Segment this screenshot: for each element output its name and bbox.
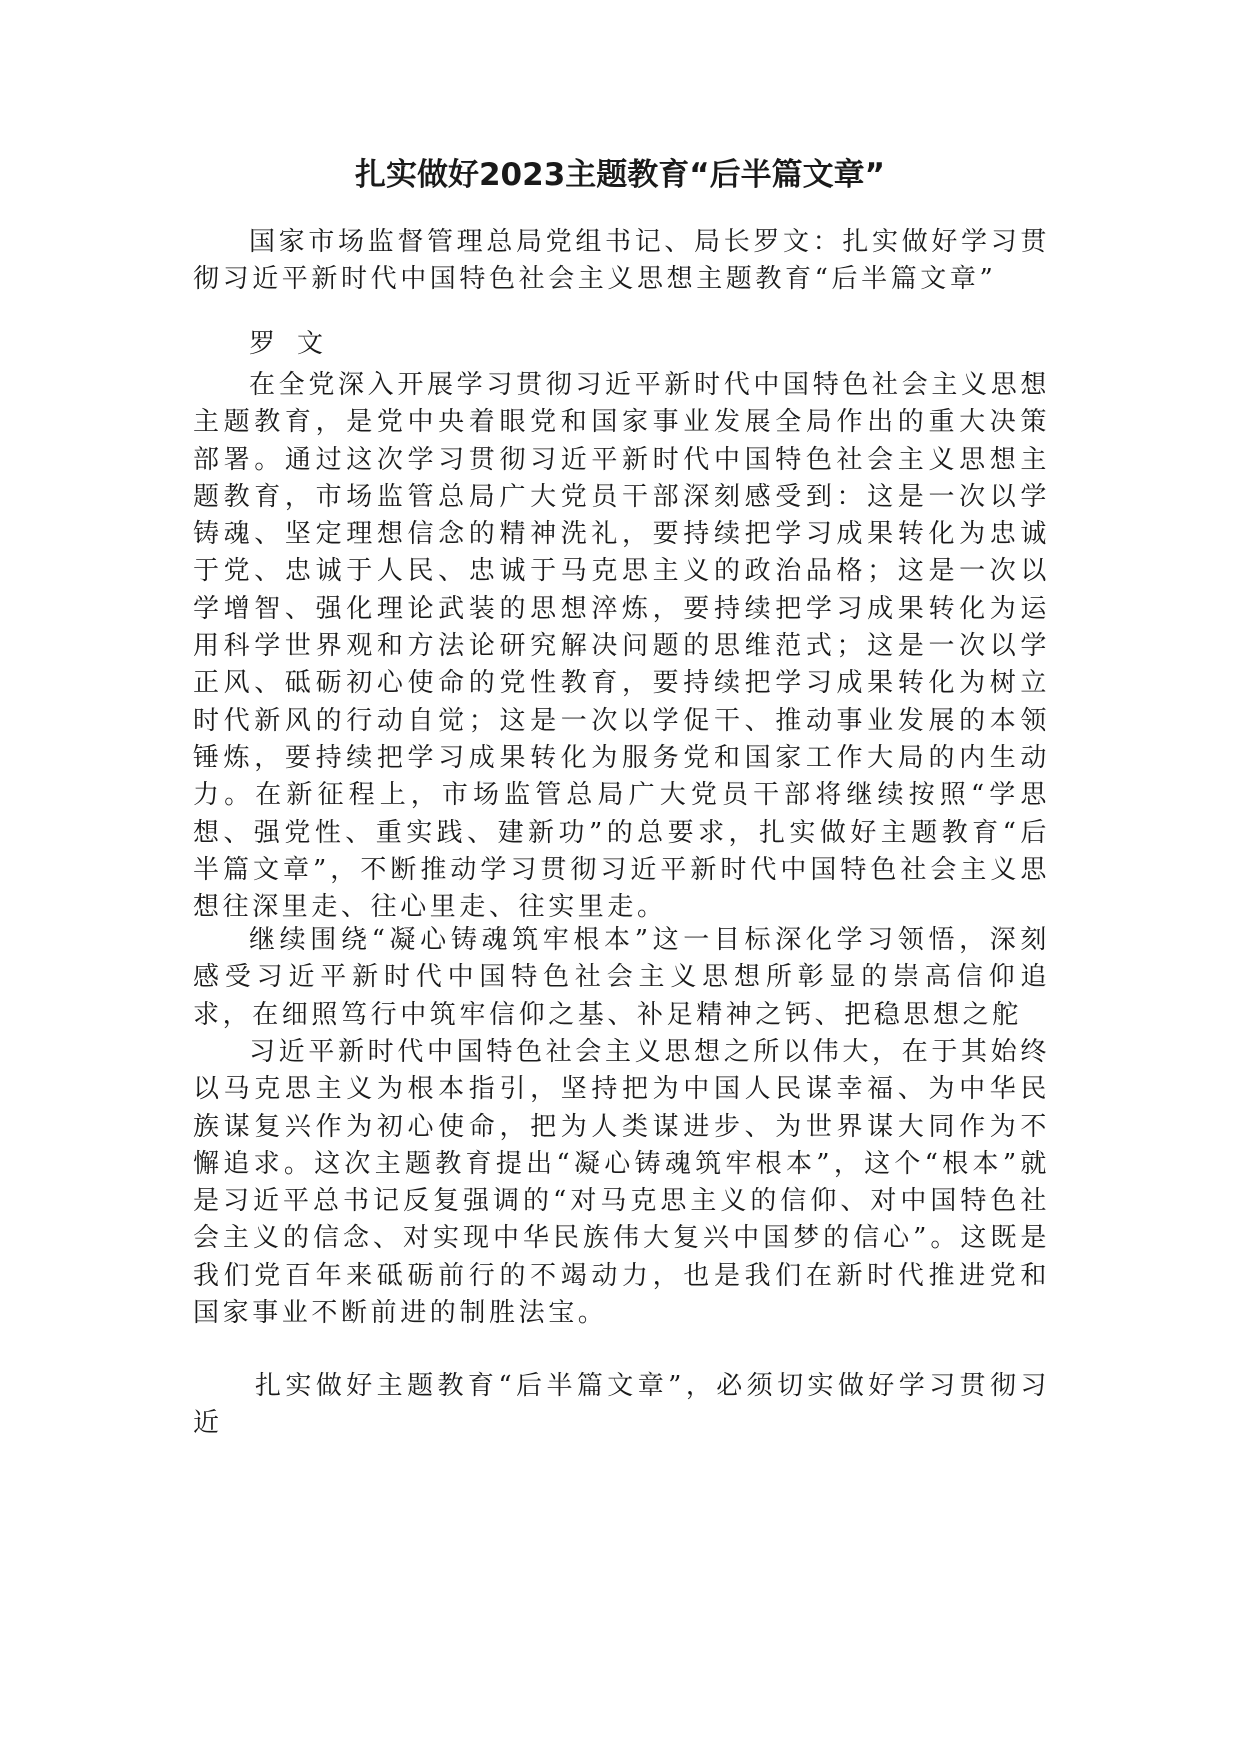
author-name-part: 文 bbox=[297, 329, 324, 359]
article-headline: 国家市场监督管理总局党组书记、局长罗文：扎实做好学习贯彻习近平新时代中国特色社会主义思想主题教育“后半篇文章” bbox=[193, 227, 1050, 295]
author-line bbox=[249, 326, 323, 363]
section-heading-paragraph: 继续围绕“凝心铸魂筑牢根本”这一目标深化学习领悟，深刻感受习近平新时代中国特色社会主义思想所彰显的崇高信仰追求，在细照笃行中筑牢信仰之基、补足精神之钙、把稳思想之舵 bbox=[193, 925, 1050, 1030]
author-name-part: 罗 bbox=[249, 329, 276, 359]
body-paragraph: 扎实做好主题教育“后半篇文章”，必须切实做好学习贯彻习近 bbox=[193, 1371, 1050, 1439]
body-paragraph: 习近平新时代中国特色社会主义思想之所以伟大，在于其始终以马克思主义为根本指引，坚持把为中国人民谋幸福、为中华民族谋复兴作为初心使命，把为人类谋进步、为世界谋大同作为不懈追求。这次主题教育提出“凝心铸魂筑牢根本”，这个“根本”就是习近平总书记反复强调的“对马克思主义的信仰、对中国特色社会主义的信念、对实现中华民族伟大复兴中国梦的信心”。这既是我们党百年来砥砺前行的不竭动力，也是我们在新时代推进党和国家事业不断前进的制胜法宝。 bbox=[193, 1037, 1050, 1329]
body-paragraph: 在全党深入开展学习贯彻习近平新时代中国特色社会主义思想主题教育，是党中央着眼党和国家事业发展全局作出的重大决策部署。通过这次学习贯彻习近平新时代中国特色社会主义思想主题教育，市场监管总局广大党员干部深刻感受到：这是一次以学铸魂、坚定理想信念的精神洗礼，要持续把学习成果转化为忠诚于党、忠诚于人民、忠诚于马克思主义的政治品格；这是一次以学增智、强化理论武装的思想淬炼，要持续把学习成果转化为运用科学世界观和方法论研究解决问题的思维范式；这是一次以学正风、砥砺初心使命的党性教育，要持续把学习成果转化为树立时代新风的行动自觉；这是一次以学促干、推动事业发展的本领锤炼，要持续把学习成果转化为服务党和国家工作大局的内生动力。在新征程上，市场监管总局广大党员干部将继续按照“学思想、强党性、重实践、建新功”的总要求，扎实做好主题教育“后半篇文章”，不断推动学习贯彻习近平新时代中国特色社会主义思想往深里走、往心里走、往实里走。 bbox=[193, 370, 1050, 923]
document-title: 扎实做好2023主题教育“后半篇文章” bbox=[354, 157, 886, 193]
